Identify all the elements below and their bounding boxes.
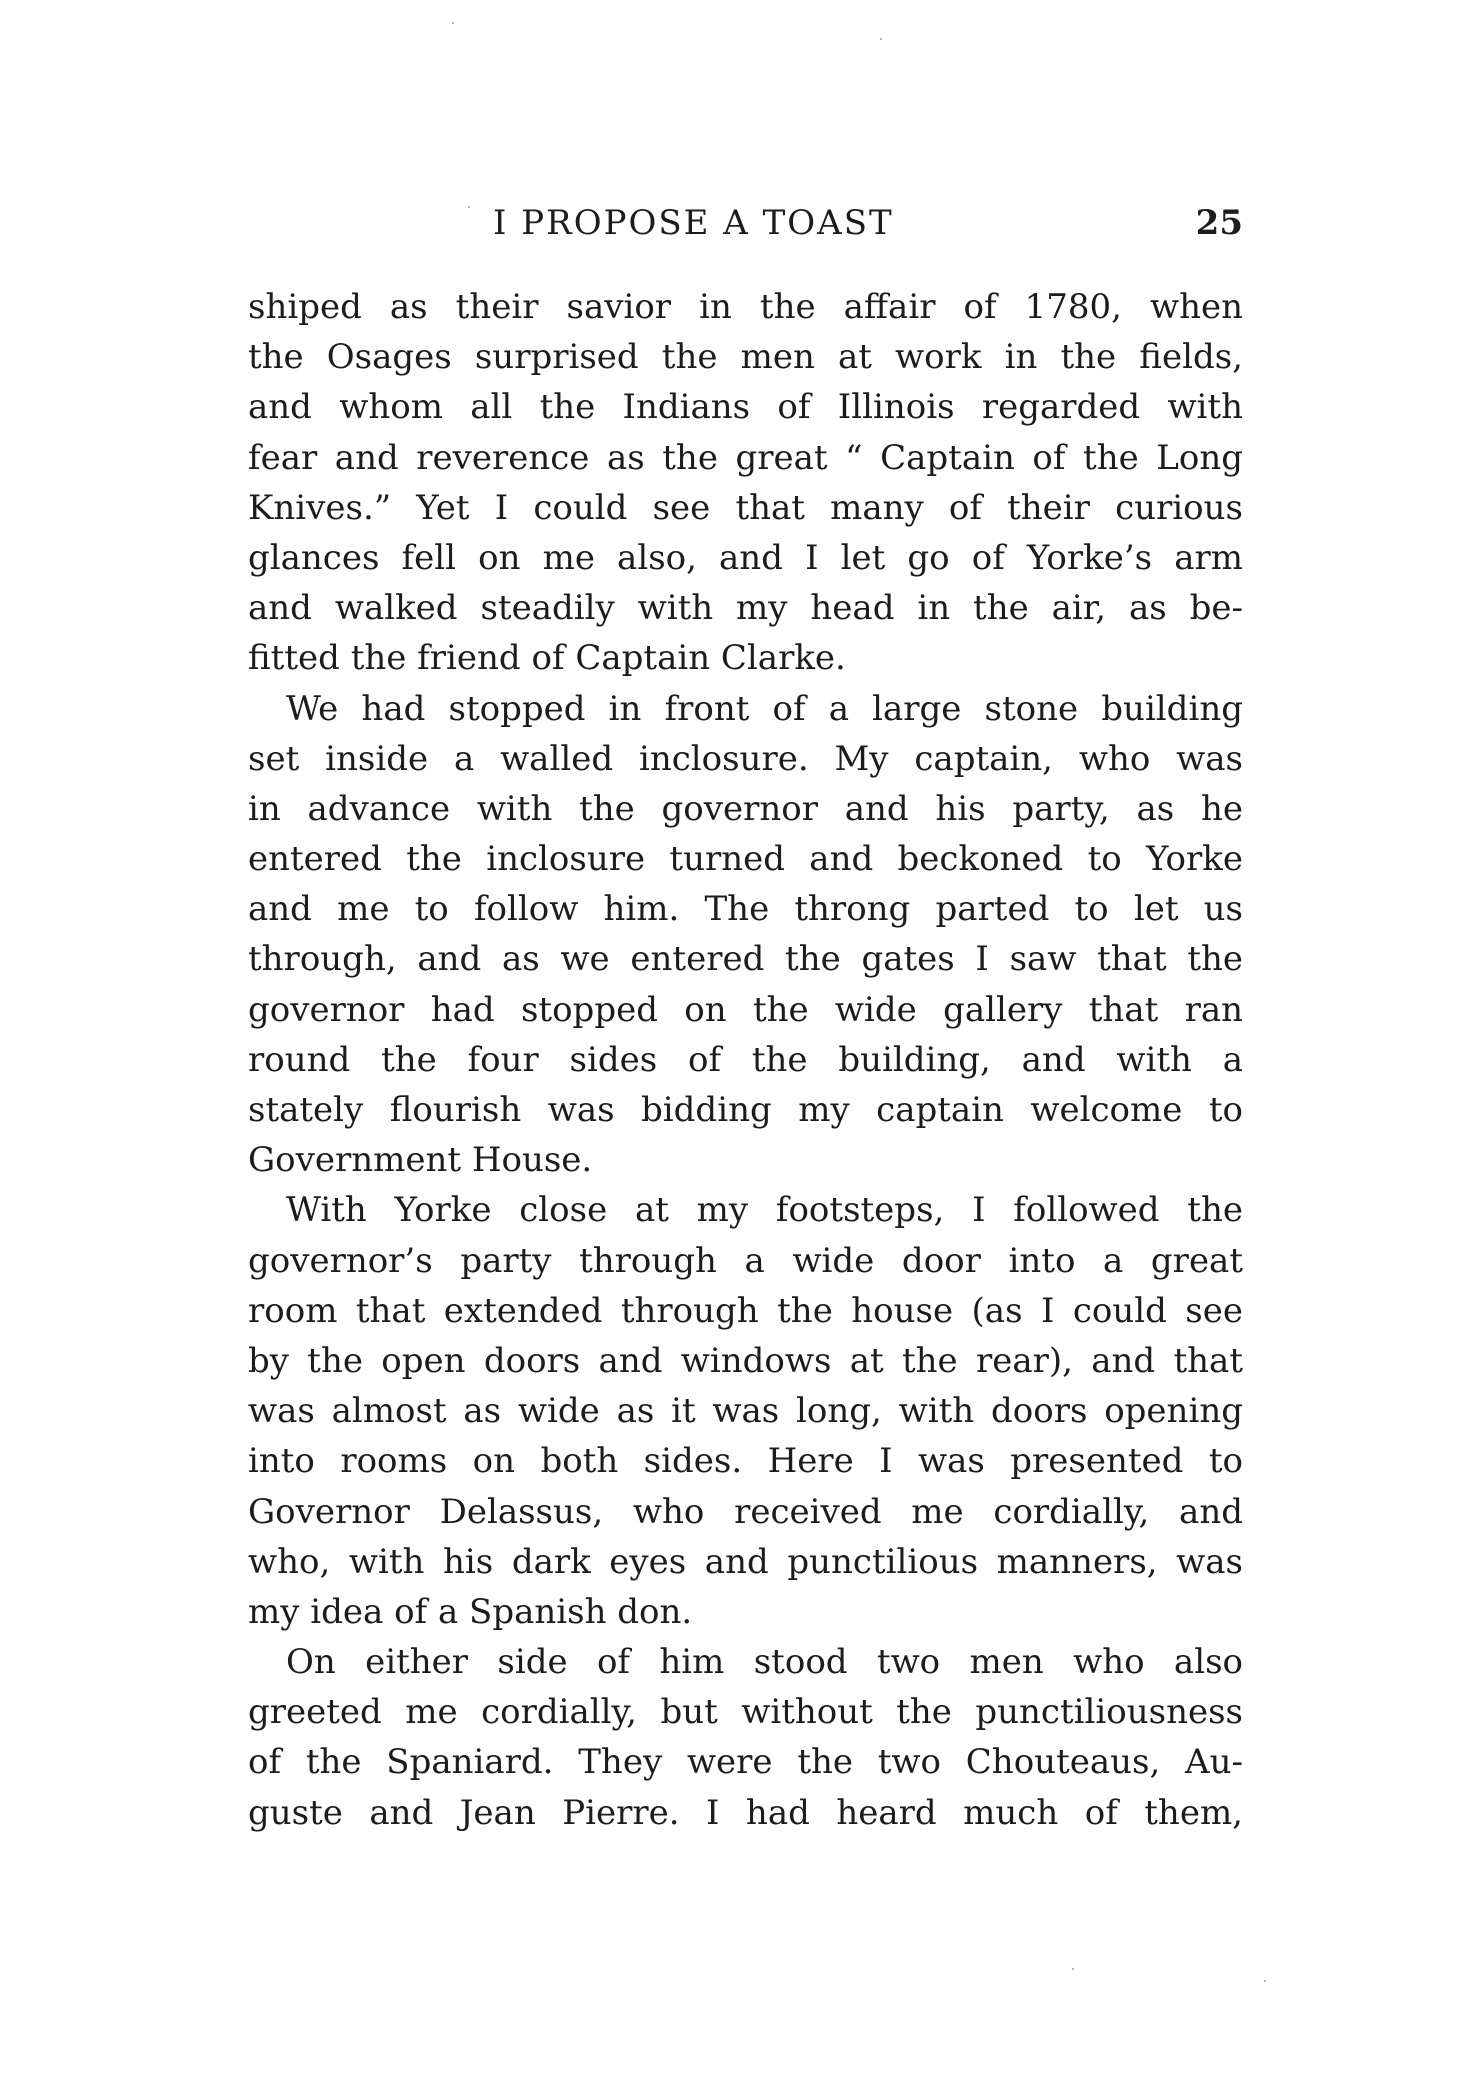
text-line: fear and reverence as the great “ Captain of the Long: [248, 437, 1243, 478]
text-line: who, with his dark eyes and punctilious manners, was: [248, 1541, 1243, 1582]
text-line: On either side of him stood two men who also: [286, 1642, 1243, 1683]
text-line: was almost as wide as it was long, with doors opening: [248, 1391, 1243, 1432]
paragraph: [248, 684, 1243, 1186]
page-number: 25: [1195, 203, 1243, 243]
text-line: governor had stopped on the wide gallery that ran: [248, 989, 1243, 1030]
text-line: round the four sides of the building, and with a: [248, 1039, 1243, 1080]
text-line: and me to follow him. The throng parted to let us: [248, 889, 1243, 930]
text-line: and walked steadily with my head in the air, as be-: [248, 588, 1243, 629]
running-head: [248, 198, 1243, 248]
scan-speck: [468, 206, 470, 208]
text-line: Governor Delassus, who received me cordially, and: [248, 1491, 1243, 1532]
text-line: Government House.: [248, 1140, 593, 1181]
text-line: stately flourish was bidding my captain welcome to: [248, 1090, 1243, 1130]
text-line: With Yorke close at my footsteps, I followed the: [286, 1190, 1243, 1231]
text-line: of the Spaniard. They were the two Chouteaus, Au-: [248, 1742, 1243, 1783]
text-line: entered the inclosure turned and beckoned to Yorke: [248, 839, 1243, 880]
text-line: fitted the friend of Captain Clarke.: [248, 638, 846, 679]
text-line: set inside a walled inclosure. My captain, who was: [248, 738, 1243, 779]
running-title: I PROPOSE A TOAST: [493, 203, 894, 243]
body-text: [248, 282, 1243, 1838]
paragraph: [248, 1185, 1243, 1637]
text-line: glances fell on me also, and I let go of Yorke’s arm: [248, 537, 1243, 578]
scan-speck: [1264, 1980, 1266, 1982]
text-line: shiped as their savior in the affair of 1780, when: [248, 287, 1243, 327]
text-line: room that extended through the house (as I could see: [248, 1290, 1243, 1331]
text-line: Knives.” Yet I could see that many of their curious: [248, 487, 1243, 528]
text-line: the Osages surprised the men at work in the fields,: [248, 337, 1243, 378]
text-line: in advance with the governor and his party, as he: [248, 788, 1243, 829]
text-line: greeted me cordially, but without the punctiliousness: [248, 1692, 1243, 1733]
text-line: through, and as we entered the gates I saw that the: [248, 939, 1243, 980]
text-line: by the open doors and windows at the rear), and that: [248, 1340, 1243, 1381]
text-line: We had stopped in front of a large stone building: [286, 688, 1243, 729]
text-line: my idea of a Spanish don.: [248, 1591, 693, 1632]
text-line: guste and Jean Pierre. I had heard much of them,: [248, 1792, 1243, 1833]
text-line: into rooms on both sides. Here I was presented to: [248, 1441, 1243, 1482]
paragraph: [248, 1637, 1243, 1838]
text-line: governor’s party through a wide door into a great: [248, 1240, 1243, 1281]
scan-speck: [880, 38, 882, 40]
scan-speck: [1072, 1968, 1074, 1970]
text-line: and whom all the Indians of Illinois regarded with: [248, 387, 1243, 428]
scan-speck: [452, 22, 454, 24]
paragraph: [248, 282, 1243, 684]
